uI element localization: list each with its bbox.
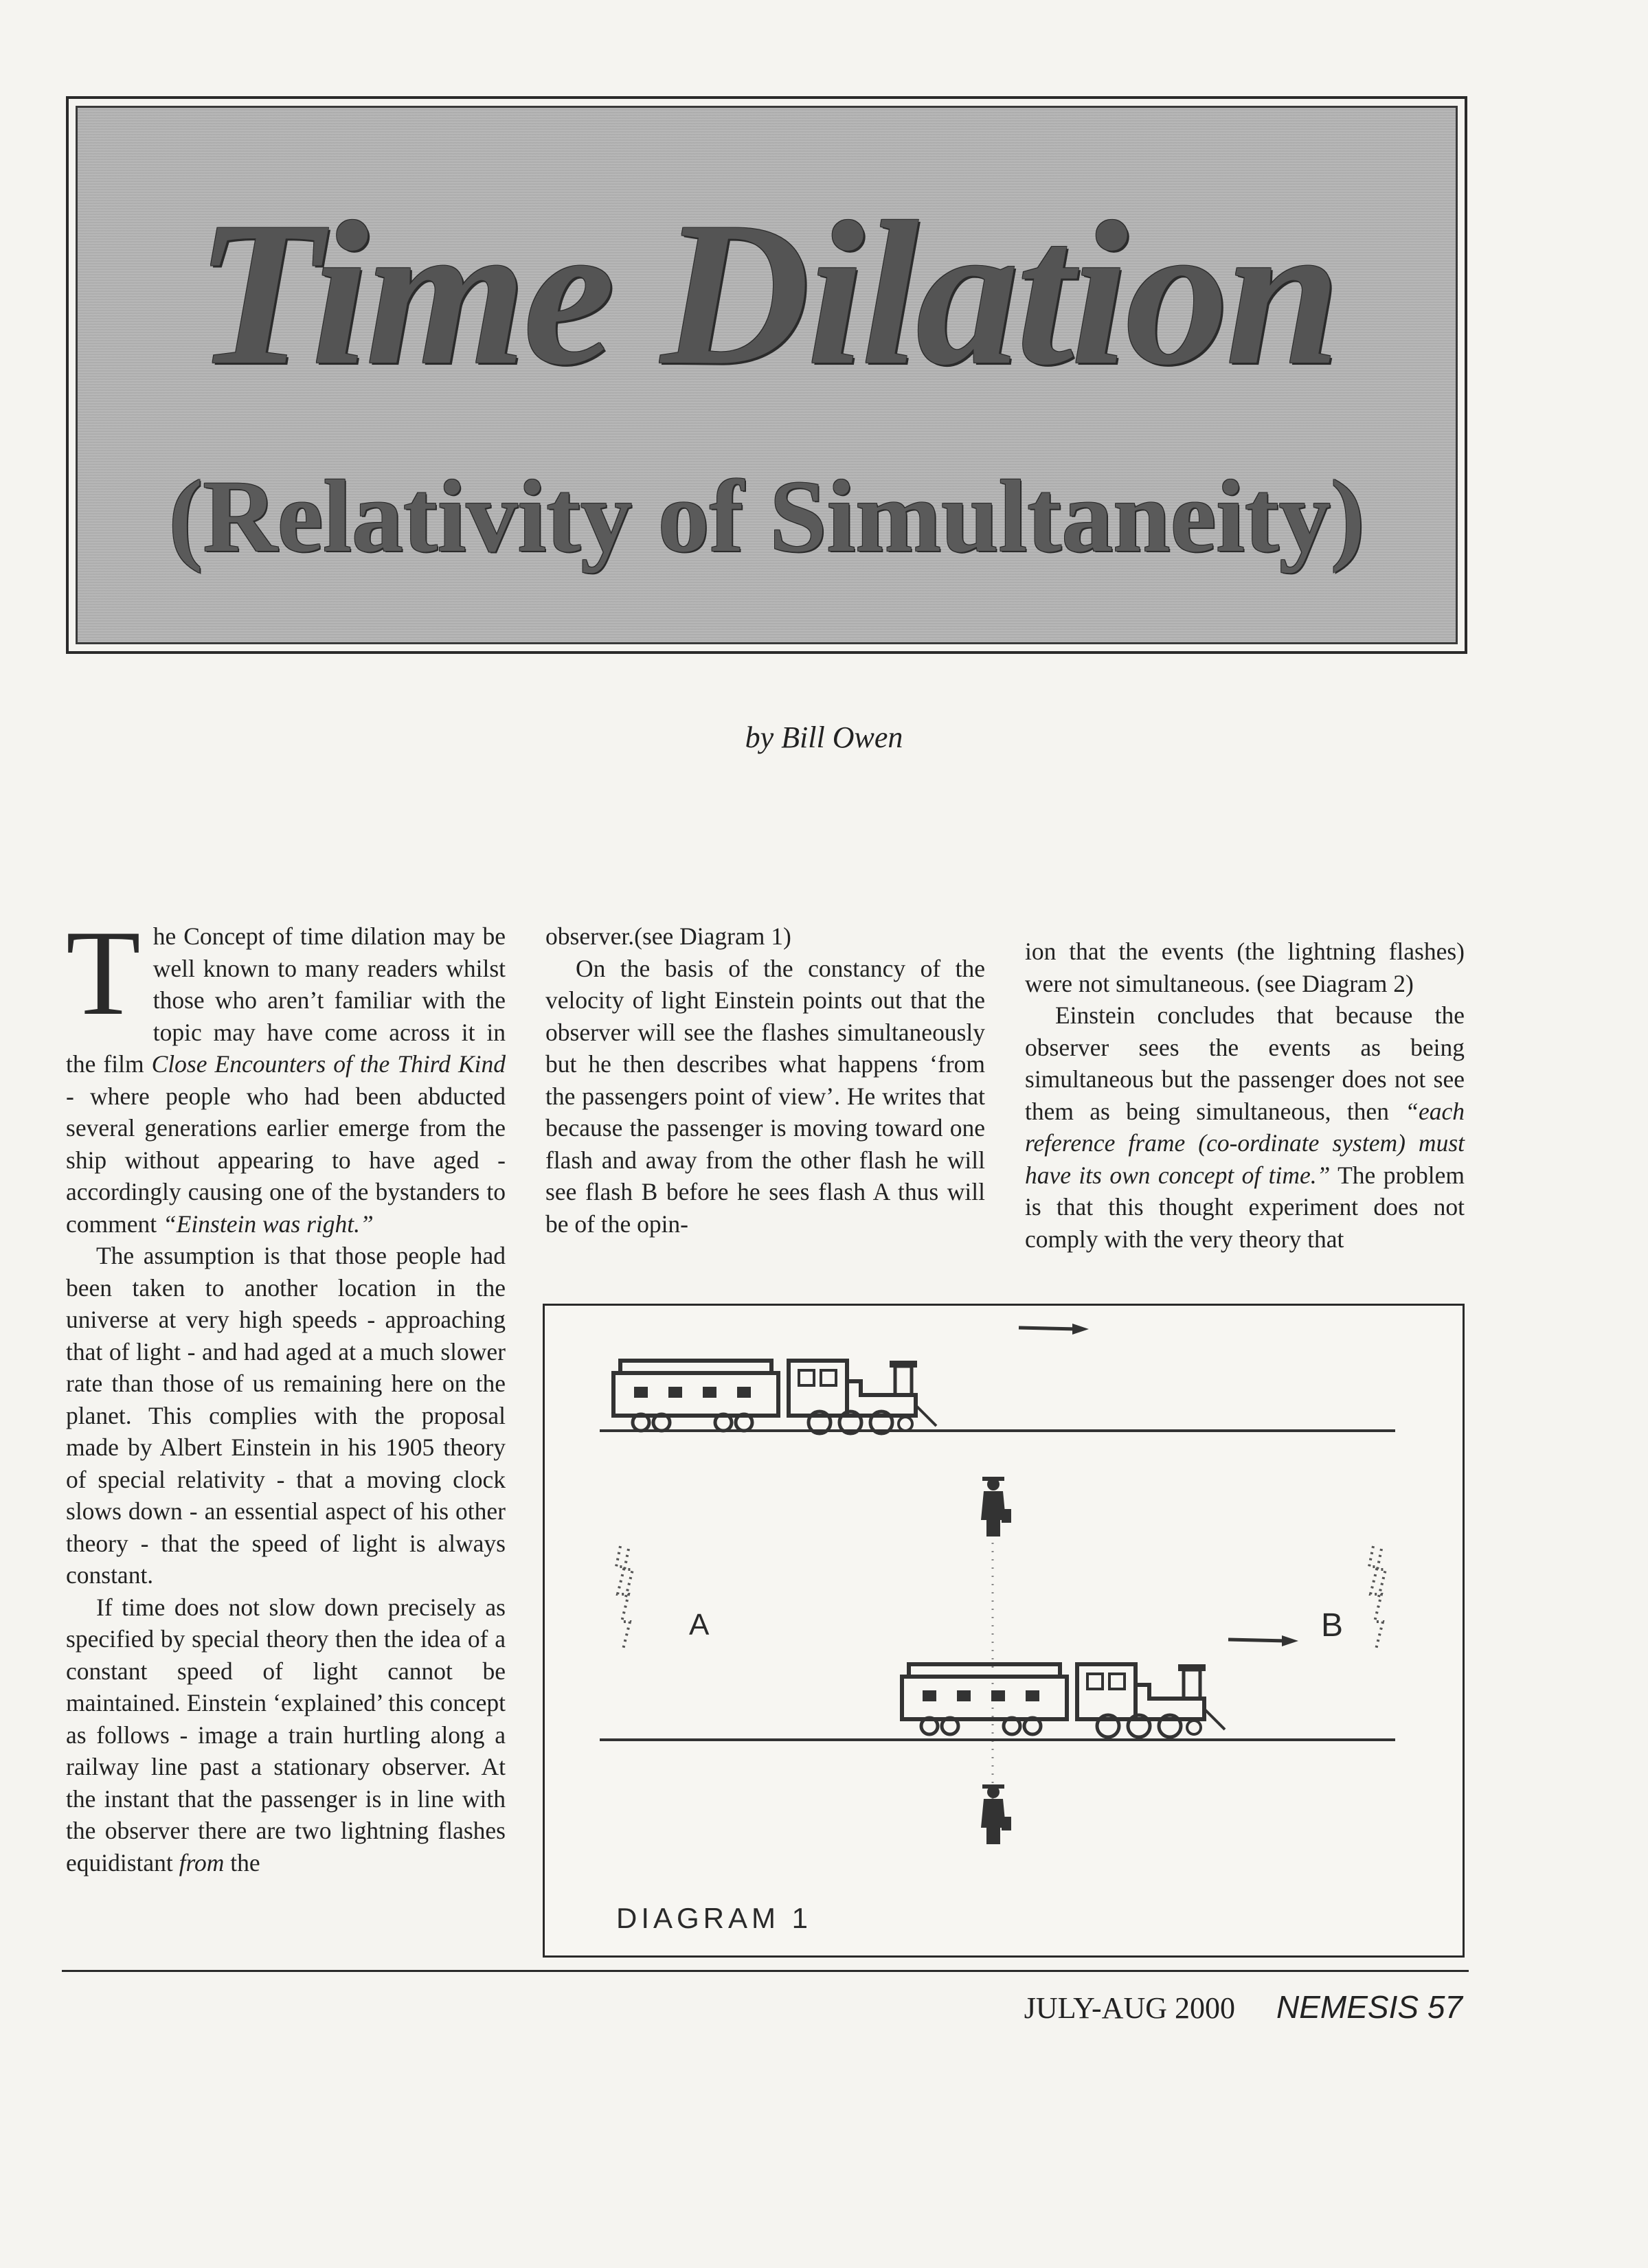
column-2 <box>545 920 985 1240</box>
flash-label-b: B <box>1321 1607 1344 1644</box>
byline: by Bill Owen <box>745 721 903 754</box>
page-footer <box>1024 1988 1463 2026</box>
article-title: Time Dilation <box>196 179 1337 407</box>
motion-arrow-bottom <box>1228 1635 1298 1646</box>
text-run: the <box>224 1848 260 1876</box>
observer-bottom <box>981 1784 1011 1844</box>
article-subtitle: (Relativity of Simultaneity) <box>168 460 1365 574</box>
motion-arrow-top <box>1019 1324 1089 1335</box>
lightning-bolt-b <box>1369 1546 1386 1649</box>
paragraph: On the basis of the constancy of the velocity of light Einstein points out that the observer will see the flashes simultaneously but he then describes what happens ‘from the passengers point of view’. He writes that because the passenger is moving toward one flash and away from the other flash he will see flash B before he sees flash A thus will be of the opin- <box>545 954 985 1238</box>
paragraph: observer.(see Diagram 1) <box>545 922 791 950</box>
diagram-1 <box>543 1304 1465 1958</box>
quote: “Einstein was right.” <box>162 1210 374 1238</box>
train-bottom <box>902 1664 1225 1737</box>
text-run: - where people who had been abducted several generations earlier emerge from the ship without appearing to have aged - accordingly causing one of the bystanders to comment <box>66 1082 506 1238</box>
flash-label-a: A <box>689 1608 710 1642</box>
film-title: Close Encounters of the Third Kind <box>151 1050 506 1078</box>
issue-date: JULY-AUG 2000 <box>1024 1991 1235 2025</box>
diagram-caption: DIAGRAM 1 <box>616 1902 813 1934</box>
text-run: The problem is that this thought experiment does not comply with the very theory that <box>1025 1161 1465 1253</box>
quote: “each reference frame (co-ordinate system) must have its own concept of time.” <box>1025 1097 1465 1189</box>
paragraph: ion that the events (the lightning flashes) were not simultaneous. (see Diagram 2) <box>1025 938 1465 997</box>
text-run: If time does not slow down precisely as specified by special theory then the idea of a constant speed of light cannot be maintained. Einstein ‘explained’ this concept as follows - image a train hurtling along a railway line past a stationary observer. At the instant that the passenger is in line with the observer there are two lightning flashes equidistant <box>66 1593 506 1876</box>
magazine-page-number: NEMESIS 57 <box>1276 1989 1463 2025</box>
text-run: he Concept of time dilation may be well known to many readers whilst those who aren’t familiar with the topic may have come across it in the film <box>66 922 506 1078</box>
column-3 <box>1025 935 1465 1255</box>
paragraph: The assumption is that those people had been taken to another location in the universe at very high speeds - approaching that of light - and had aged at a much slower rate than those of us remaining here on the planet. This complies with the proposal made by Albert Einstein in his 1905 theory of special relativity - that a moving clock slows down - an essential aspect of his other theory - that the speed of light is always constant. <box>66 1242 506 1589</box>
lightning-bolt-a <box>616 1546 633 1649</box>
emphasis: from <box>179 1848 225 1876</box>
text-run: Einstein concludes that because the observer sees the events as being simultaneous but the passenger does not see them as being simultaneous, then <box>1025 1001 1465 1125</box>
observer-top <box>981 1477 1011 1536</box>
drop-cap: T <box>66 905 141 1041</box>
title-banner <box>66 96 1467 654</box>
paragraph <box>1025 999 1465 1255</box>
train-top <box>613 1361 936 1433</box>
paragraph <box>66 905 506 1240</box>
footer-divider <box>62 1970 1469 1972</box>
column-1 <box>66 905 506 1879</box>
title-banner-inner <box>76 106 1458 644</box>
paragraph <box>66 1591 506 1879</box>
